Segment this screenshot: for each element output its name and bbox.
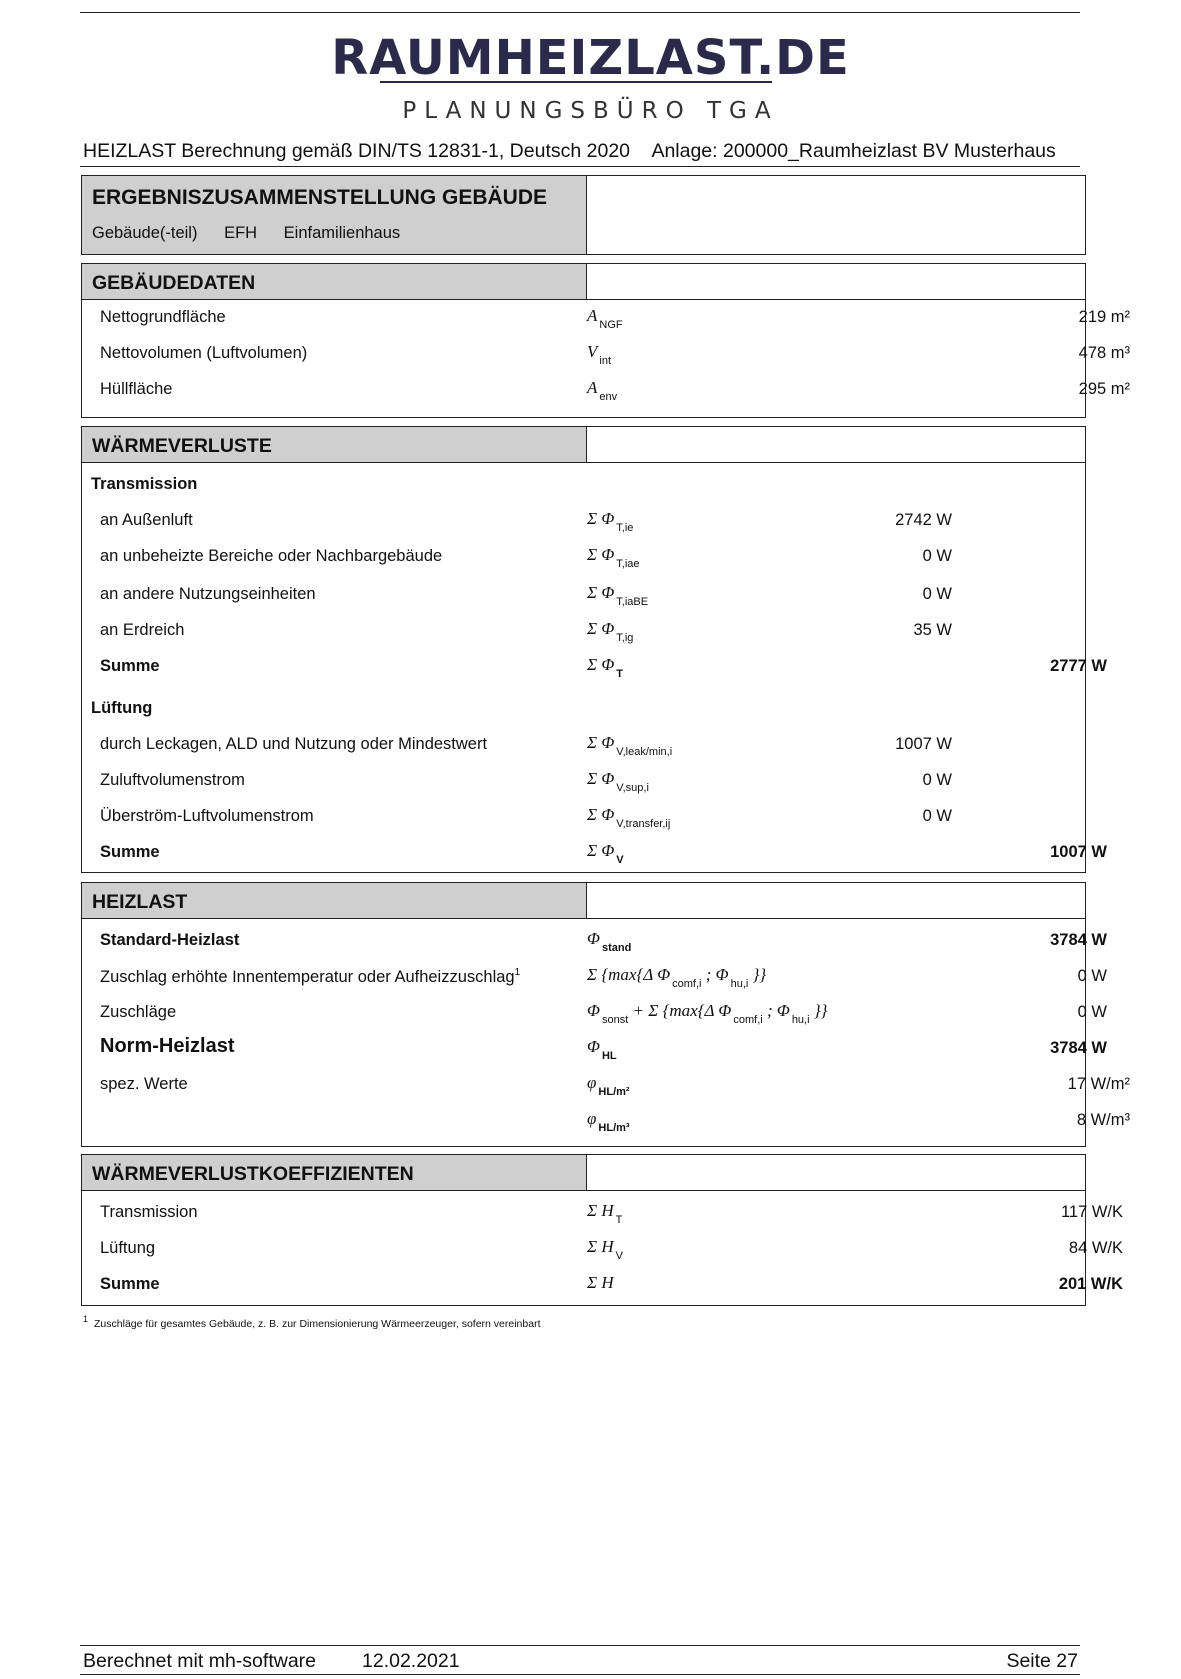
footnote (83, 1314, 540, 1330)
sum-label: Summe (100, 657, 160, 675)
row-symbol: φ $_{HL/m^3}$ (587, 1109, 630, 1134)
footer-software: Berechnet mit mh-software (83, 1650, 317, 1672)
row-value: 3784 W (1050, 931, 1107, 949)
data-row (82, 731, 1085, 765)
row-label: Nettogrundfläche (100, 308, 226, 326)
row-symbol: φ $_{HL/m^2}$ (587, 1073, 630, 1098)
footnote-number: 1 (83, 1314, 89, 1324)
row-label: Zuschlag erhöhte Innentemperatur oder Aufheizzuschlag$^1$ (100, 967, 521, 986)
sum-label: Summe (100, 1275, 160, 1293)
section-title: GEBÄUDEDATEN (82, 264, 587, 299)
section-header (82, 427, 1085, 463)
row-label: Lüftung (100, 1239, 156, 1257)
top-rule (80, 12, 1080, 13)
row-value: 3784 W (1050, 1039, 1107, 1057)
data-row (82, 543, 1085, 577)
row-symbol: Σ Φ $_{T,iaBE}$ (587, 583, 649, 608)
row-value: 1007 W (895, 735, 952, 753)
sum-row (82, 653, 1107, 687)
row-symbol: Σ Φ $_{V,sup,i}$ (587, 769, 649, 794)
section-header (82, 1155, 1085, 1191)
row-label: an andere Nutzungseinheiten (100, 585, 316, 603)
building-info (92, 224, 586, 243)
data-row (82, 1235, 1123, 1269)
footer-rule-bottom (80, 1674, 1080, 1675)
footer-page-number: Seite 27 (1006, 1650, 1078, 1672)
row-value: 0 W (922, 585, 952, 603)
row-label: Norm-Heizlast (100, 1035, 235, 1057)
lueftung-heading: Lüftung (91, 699, 153, 717)
data-row (82, 1199, 1123, 1233)
logo: RAUMHEIZLAST.DE (331, 30, 850, 86)
row-label: an Erdreich (100, 621, 185, 639)
sum-row (82, 1271, 1123, 1305)
row-label: Zuluftvolumenstrom (100, 771, 245, 789)
sum-symbol: Σ Φ $_V$ (587, 841, 624, 866)
row-symbol: Σ Φ $_{T,iae}$ (587, 545, 640, 570)
row-symbol: Σ Φ $_{V,leak/min,i}$ (587, 733, 673, 758)
row-value: 0 W (922, 807, 952, 825)
row-symbol: Σ Φ $_{V,transfer,ij}$ (587, 805, 671, 830)
row-symbol: Φ $_{sonst}$ + Σ {max{Δ Φ $_{comf,i}$ ; Φ $_{hu,i}$ }} (587, 1001, 828, 1026)
row-value: 2742 W (895, 511, 952, 529)
transmission-heading: Transmission (91, 475, 198, 493)
norm-heizlast-row (82, 1035, 1107, 1069)
zuschlaege-row (82, 999, 1107, 1033)
row-symbol: Φ $_{HL}$ (587, 1037, 617, 1062)
row-label: spez. Werte (100, 1075, 188, 1093)
building-code: EFH (224, 224, 258, 242)
row-label: Transmission (100, 1203, 198, 1221)
row-value: 0 W (1077, 967, 1107, 985)
sum-value: 1007 W (1050, 843, 1107, 861)
document-header (83, 140, 1080, 163)
data-row (82, 376, 1130, 410)
summary-title: ERGEBNISZUSAMMENSTELLUNG GEBÄUDE (92, 186, 548, 209)
data-row (82, 304, 1130, 338)
row-value: 0 W (1077, 1003, 1107, 1021)
footnote-text: Zuschläge für gesamtes Gebäude, z. B. zur Dimensionierung Wärmeerzeuger, sofern vereinbart (94, 1318, 541, 1330)
footer-date: 12.02.2021 (362, 1650, 460, 1672)
row-value: 17 W/m² (1067, 1075, 1130, 1093)
row-value: 478 m³ (1078, 344, 1130, 362)
row-value: 0 W (922, 771, 952, 789)
sum-row (82, 839, 1107, 873)
sum-symbol: Σ H (587, 1273, 614, 1292)
row-symbol: A $_{env}$ (587, 378, 618, 403)
row-symbol: Σ Φ $_{T,ig}$ (587, 619, 634, 644)
standard-heizlast-row (82, 927, 1107, 961)
header-rule (80, 166, 1080, 167)
row-label: Hüllfläche (100, 380, 173, 398)
section-header (82, 883, 1085, 919)
data-row (82, 767, 1085, 801)
sum-symbol: Σ Φ $_T$ (587, 655, 624, 680)
logo-underline (380, 81, 772, 83)
row-value: 0 W (922, 547, 952, 565)
row-symbol: Σ Φ $_{T,ie}$ (587, 509, 634, 534)
section-title: WÄRMEVERLUSTE (82, 427, 587, 462)
section-title: HEIZLAST (82, 883, 587, 918)
row-value: 84 W/K (1068, 1239, 1123, 1257)
data-row (82, 340, 1130, 374)
header-project: Anlage: 200000_Raumheizlast BV Musterhaus (651, 140, 1056, 162)
row-symbol: Σ H $_T$ (587, 1201, 623, 1226)
row-value: 219 m² (1078, 308, 1130, 326)
summary-title-cell (82, 176, 587, 254)
building-label: Gebäude(-teil) (92, 224, 198, 242)
sum-value: 201 W/K (1058, 1275, 1123, 1293)
footer-rule (80, 1645, 1080, 1646)
row-value: 295 m² (1078, 380, 1130, 398)
zuschlag-row (82, 963, 1107, 997)
row-value: 35 W (913, 621, 952, 639)
row-label: Zuschläge (100, 1003, 177, 1021)
row-value: 8 W/m³ (1076, 1111, 1130, 1129)
data-row (82, 803, 1085, 837)
sum-label: Summe (100, 843, 160, 861)
row-symbol: Σ H $_V$ (587, 1237, 623, 1262)
data-row (82, 507, 1085, 541)
row-label: durch Leckagen, ALD und Nutzung oder Mindestwert (100, 735, 488, 753)
subsection-heading (82, 695, 1085, 729)
data-row (82, 581, 1085, 615)
row-symbol: V $_{int}$ (587, 342, 612, 367)
summary-box (81, 175, 1086, 255)
data-row (82, 617, 1085, 651)
row-label: Standard-Heizlast (100, 931, 240, 949)
koeffizienten-box (81, 1154, 1123, 1306)
section-header (82, 264, 1085, 300)
spez-row (82, 1107, 1130, 1141)
row-label: an Außenluft (100, 511, 193, 529)
row-label: Nettovolumen (Luftvolumen) (100, 344, 308, 362)
building-name: Einfamilienhaus (283, 224, 401, 242)
gebaeudedaten-box (81, 263, 1130, 418)
row-symbol: Σ {max{Δ Φ $_{comf,i}$ ; Φ $_{hu,i}$ }} (587, 965, 767, 990)
subsection-heading (82, 471, 1085, 505)
heizlast-box (81, 882, 1130, 1147)
sum-value: 2777 W (1050, 657, 1107, 675)
waermeverluste-box (81, 426, 1107, 873)
logo-subtitle: PLANUNGSBÜRO TGA (402, 98, 779, 124)
row-value: 117 W/K (1060, 1203, 1123, 1221)
spez-row (82, 1071, 1130, 1105)
row-symbol: Φ $_{stand}$ (587, 929, 632, 954)
row-label: Überström-Luftvolumenstrom (100, 807, 314, 825)
section-title: WÄRMEVERLUSTKOEFFIZIENTEN (82, 1155, 587, 1190)
row-symbol: A $_{NGF}$ (587, 306, 623, 331)
row-label: an unbeheizte Bereiche oder Nachbargebäude (100, 547, 443, 565)
header-norm: HEIZLAST Berechnung gemäß DIN/TS 12831-1, Deutsch 2020 (83, 140, 631, 162)
footnote-mark: 1 (514, 967, 521, 978)
